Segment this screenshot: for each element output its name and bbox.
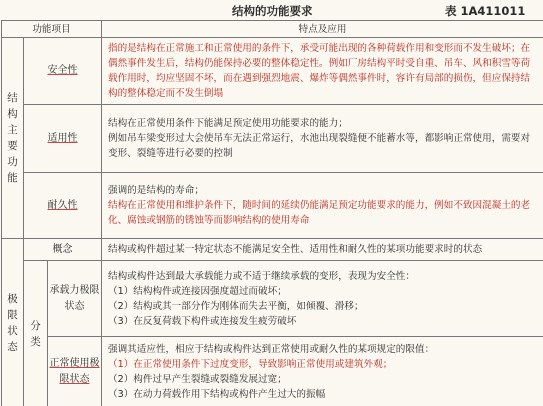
content-usability [102, 105, 543, 173]
ultimate-item-1: （1）结构构件或连接因强度超过而破坏； [108, 285, 287, 297]
serviceability-item-3: （3）在动力荷载作用下结构或构件产生过大的振幅 [108, 388, 326, 400]
category-label: 分类 [30, 319, 41, 348]
category-cell [24, 261, 48, 406]
usability-line-2: 例如吊车梁变形过大会使吊车无法正常运行，水池出现裂缝便不能蓄水等，都影响正常使用，需要对变形、裂缝等进行必要的控制 [108, 133, 531, 159]
content-durability [102, 173, 543, 239]
item-durability: 耐久性 [24, 173, 102, 239]
ultimate-intro: 结构或构件达到最大承载能力或不适于继续承载的变形，表现为安全性： [108, 270, 415, 282]
serviceability-item-1: （1）在正常使用条件下过度变形，导致影响正常使用或建筑外观； [108, 358, 393, 370]
group-main-functions-label: 结构主要功能 [7, 92, 18, 184]
row-serviceability [2, 337, 543, 406]
function-requirements-table [1, 20, 543, 406]
item-ultimate: 承载力极限状态 [48, 261, 102, 337]
row-durability [2, 173, 543, 239]
table-title: 结构的功能要求 [232, 4, 313, 18]
ultimate-item-2: （2）结构或其一部分作为刚体而失去平衡，如倾覆、滑移； [108, 300, 364, 312]
safety-text: 指的是结构在正常施工和正常使用的条件下，承受可能出现的各种荷载作用和变形而不发生破坏；在偶然事件发生后，结构仍能保持必要的整体稳定性。例如厂房结构平时受自重、吊车、风和积雪等荷载作用时，均应坚固不坏，而在遇到强烈地震、爆炸等偶然事件时，容许有局部的损伤，但应保持结构的整体稳定而不发生倒塌 [108, 43, 531, 99]
serviceability-item-2: （2）构件过早产生裂缝或裂缝发展过宽； [108, 373, 287, 385]
group-limit-states [2, 239, 24, 406]
content-serviceability [102, 337, 543, 406]
header-features: 特点及应用 [102, 21, 543, 38]
content-ultimate [102, 261, 543, 337]
row-ultimate [2, 261, 543, 337]
usability-line-1: 结构在正常使用条件下能满足预定使用功能要求的能力； [108, 118, 348, 129]
ultimate-item-3: （3）在反复荷载下构件或连接发生疲劳破坏 [108, 315, 297, 327]
content-concept: 结构或构件超过某一特定状态不能满足安全性、适用性和耐久性的某项功能要求时的状态 [102, 239, 543, 261]
group-limit-states-label: 极限状态 [7, 292, 18, 353]
header-function-item: 功能项目 [2, 21, 102, 38]
content-safety [102, 38, 543, 105]
row-usability [2, 105, 543, 173]
title-row [0, 0, 543, 20]
row-safety [2, 38, 543, 105]
header-row [2, 21, 543, 38]
serviceability-intro: 强调其适应性，相应于结构或构件达到正常使用或耐久性的某项规定的限值： [108, 343, 435, 355]
table-number: 表 1A411011 [445, 4, 526, 18]
item-concept: 概念 [24, 239, 102, 261]
item-serviceability: 正常使用极限状态 [48, 337, 102, 406]
item-safety: 安全性 [24, 38, 102, 105]
durability-line-2: 结构在正常使用和维护条件下，随时间的延续仍能满足预定功能要求的能力，例如不致因混凝土的老化、腐蚀或钢筋的锈蚀等而影响结构的使用寿命 [108, 200, 531, 226]
durability-line-1: 强调的是结构的寿命； [108, 185, 204, 196]
item-usability: 适用性 [24, 105, 102, 173]
group-main-functions [2, 38, 24, 239]
row-concept [2, 239, 543, 261]
